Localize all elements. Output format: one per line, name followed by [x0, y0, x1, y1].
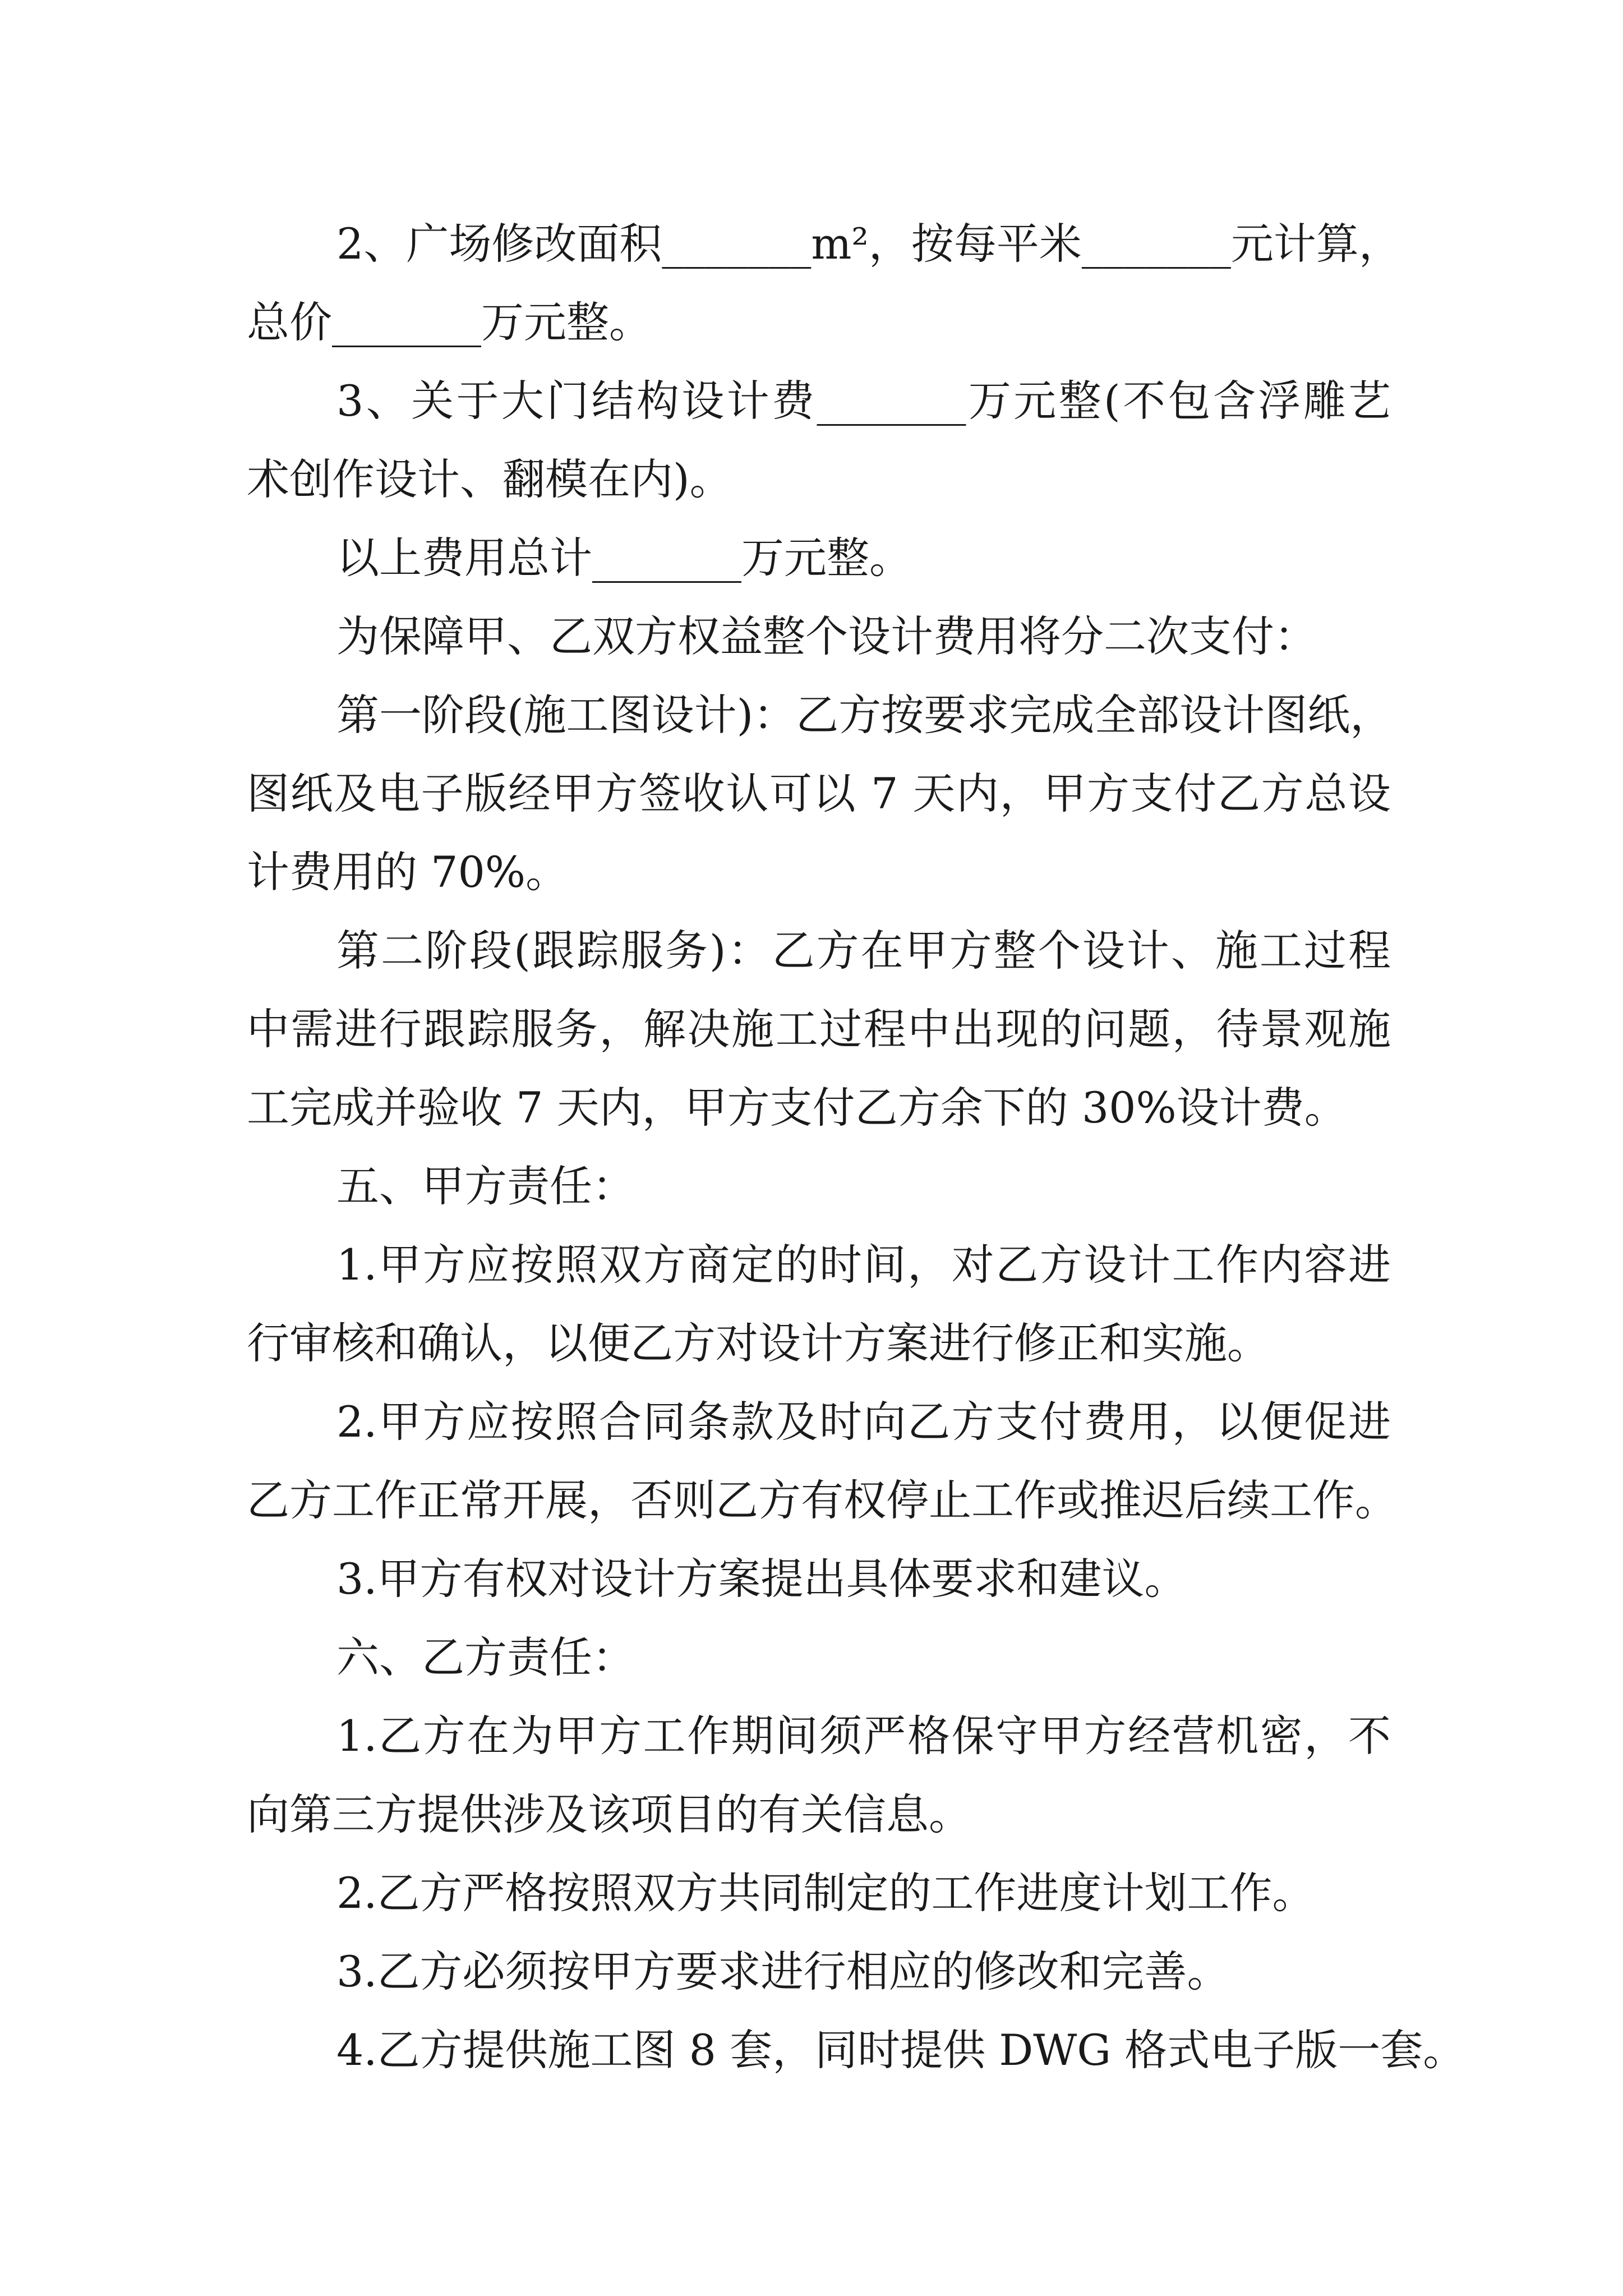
paragraph-line: 以上费用总计_______万元整。: [336, 533, 912, 583]
paragraph-line: 为保障甲、乙双方权益整个设计费用将分二次支付：: [336, 611, 1317, 661]
paragraph-line: 计费用的 70%。: [247, 847, 569, 897]
paragraph-line: 乙方工作正常开展，否则乙方有权停止工作或推迟后续工作。: [247, 1475, 1398, 1525]
paragraph-line: 2、广场修改面积_______m²，按每平米_______元计算，: [336, 219, 1401, 269]
paragraph-line: 2.乙方严格按照双方共同制定的工作进度计划工作。: [336, 1868, 1315, 1918]
section-heading: 六、乙方责任：: [336, 1632, 635, 1682]
paragraph-line: 1.甲方应按照双方商定的时间，对乙方设计工作内容进: [336, 1240, 1391, 1290]
paragraph-line: 3、关于大门结构设计费_______万元整(不包含浮雕艺: [336, 376, 1391, 426]
paragraph-line: 术创作设计、翻模在内)。: [247, 454, 732, 504]
paragraph-line: 第一阶段(施工图设计)：乙方按要求完成全部设计图纸，: [336, 690, 1393, 740]
paragraph-line: 1.乙方在为甲方工作期间须严格保守甲方经营机密，不: [336, 1711, 1391, 1761]
paragraph-line: 向第三方提供涉及该项目的有关信息。: [247, 1789, 971, 1839]
section-heading: 五、甲方责任：: [336, 1161, 635, 1211]
paragraph-line: 图纸及电子版经甲方签收认可以 7 天内，甲方支付乙方总设: [247, 769, 1391, 818]
paragraph-line: 总价_______万元整。: [247, 297, 652, 347]
paragraph-line: 第二阶段(跟踪服务)：乙方在甲方整个设计、施工过程: [336, 926, 1391, 976]
paragraph-line: 2.甲方应按照合同条款及时向乙方支付费用，以便促进: [336, 1397, 1391, 1447]
paragraph-line: 工完成并验收 7 天内，甲方支付乙方余下的 30%设计费。: [247, 1083, 1347, 1133]
paragraph-line: 中需进行跟踪服务，解决施工过程中出现的问题，待景观施: [247, 1004, 1391, 1054]
paragraph-line: 4.乙方提供施工图 8 套，同时提供 DWG 格式电子版一套。: [336, 2025, 1466, 2075]
paragraph-line: 3.甲方有权对设计方案提出具体要求和建议。: [336, 1554, 1187, 1604]
paragraph-line: 3.乙方必须按甲方要求进行相应的修改和完善。: [336, 1947, 1230, 1996]
paragraph-line: 行审核和确认，以便乙方对设计方案进行修正和实施。: [247, 1318, 1270, 1368]
